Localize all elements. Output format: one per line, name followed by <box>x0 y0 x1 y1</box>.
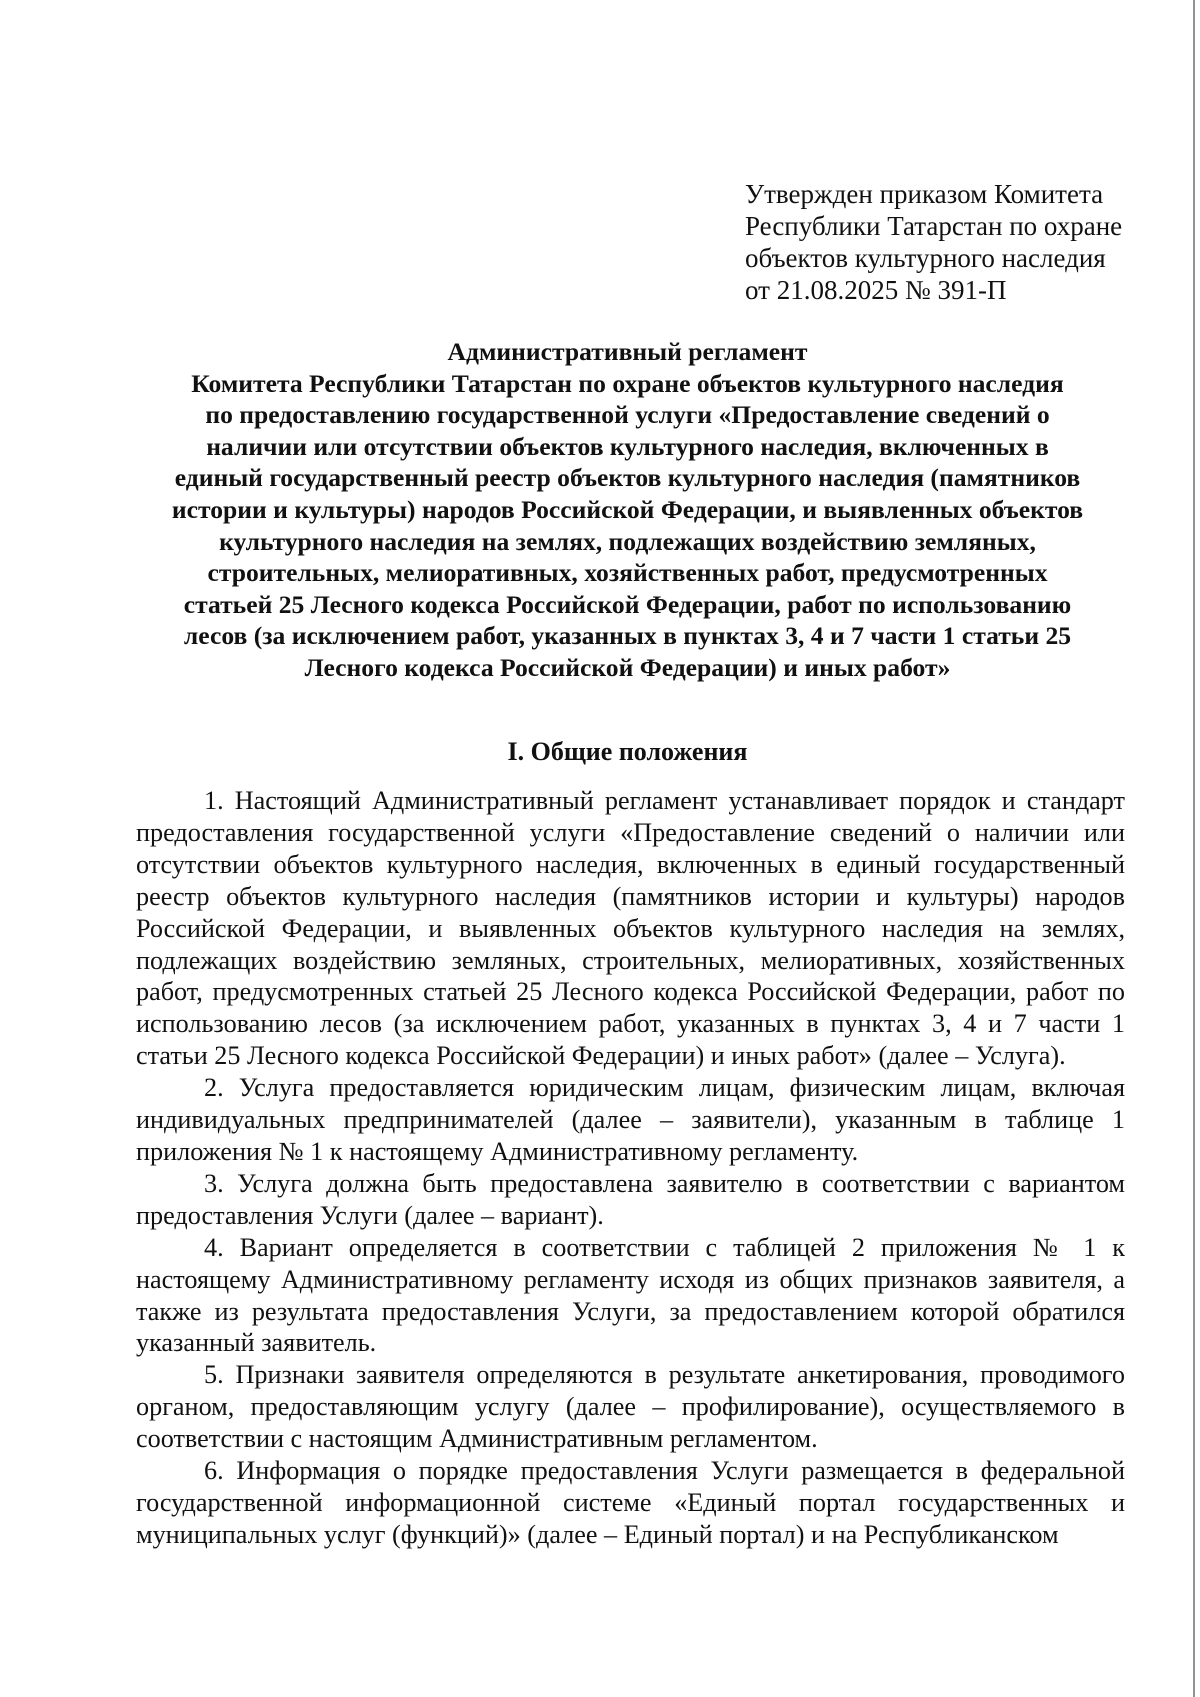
paragraph-2: 2. Услуга предоставляется юридическим лицам, физическим лицам, включая индивидуальных предпринимателей (далее – заявители), указанным в таблице 1 приложения № 1 к настоящему Административному регламенту. <box>136 1073 1125 1166</box>
title-line: культурного наследия на землях, подлежащих воздействию земляных, <box>219 526 1036 556</box>
title-line: статьей 25 Лесного кодекса Российской Федерации, работ по использованию <box>183 589 1072 619</box>
section-heading: I. Общие положения <box>507 737 748 766</box>
title-line: единый государственный реестр объектов культурного наследия (памятников <box>174 463 1081 493</box>
document-title <box>130 336 1125 684</box>
title-line: строительных, мелиоративных, хозяйственных работ, предусмотренных <box>207 558 1048 588</box>
title-line: по предоставлению государственной услуги «Предоставление сведений о <box>205 400 1050 430</box>
title-line: Административный регламент <box>447 337 808 366</box>
paragraph-6: 6. Информация о порядке предоставления Услуги размещается в федеральной государственной информационной системе «Единый портал государственных и муниципальных услуг (функций)» (далее – Единый портал) и на Республиканском <box>136 1456 1125 1549</box>
title-line: лесов (за исключением работ, указанных в пунктах 3, 4 и 7 части 1 статьи 25 <box>183 621 1072 651</box>
title-line: Лесного кодекса Российской Федерации) и иных работ» <box>304 652 951 682</box>
approval-line: от 21.08.2025 № 391-П <box>745 275 1007 305</box>
approval-line: Утвержден приказом Комитета <box>745 179 1104 209</box>
paragraph-4: 4. Вариант определяется в соответствии с таблицей 2 приложения № 1 к настоящему Административному регламенту исходя из общих признаков заявителя, а также из результата предоставления Услуги, за предоставлением которой обратился указанный заявитель. <box>136 1232 1125 1358</box>
scan-edge-line <box>1193 0 1195 1697</box>
title-line: Комитета Республики Татарстан по охране объектов культурного наследия <box>191 368 1064 398</box>
paragraph-3: 3. Услуга должна быть предоставлена заявителю в соответствии с вариантом предоставления Услуги (далее – вариант). <box>136 1168 1125 1230</box>
approval-line: Республики Татарстан по охране <box>745 211 1123 241</box>
title-line: наличии или отсутствии объектов культурного наследия, включенных в <box>206 431 1049 461</box>
paragraph-1: 1. Настоящий Административный регламент устанавливает порядок и стандарт предоставления государственной услуги «Предоставление сведений о наличии или отсутствии объектов культурного наследия, включенных в единый государственный реестр объектов культурного наследия (памятников истории и культуры) народов Российской Федерации, и выявленных объектов культурного наследия на землях, подлежащих воздействию земляных, строительных, мелиоративных, хозяйственных работ, предусмотренных статьей 25 Лесного кодекса Российской Федерации, работ по использованию лесов (за исключением работ, указанных в пунктах 3, 4 и 7 части 1 статьи 25 Лесного кодекса Российской Федерации) и иных работ» (далее – Услуга). <box>136 786 1125 1071</box>
approval-stamp-text <box>745 178 1165 306</box>
approval-line: объектов культурного наследия <box>745 243 1106 273</box>
title-line: истории и культуры) народов Российской Федерации, и выявленных объектов <box>171 494 1084 524</box>
section-body <box>136 785 1125 1551</box>
paragraph-5: 5. Признаки заявителя определяются в результате анкетирования, проводимого органом, предоставляющим услугу (далее – профилирование), осуществляемого в соответствии с настоящим Административным регламентом. <box>136 1360 1125 1454</box>
